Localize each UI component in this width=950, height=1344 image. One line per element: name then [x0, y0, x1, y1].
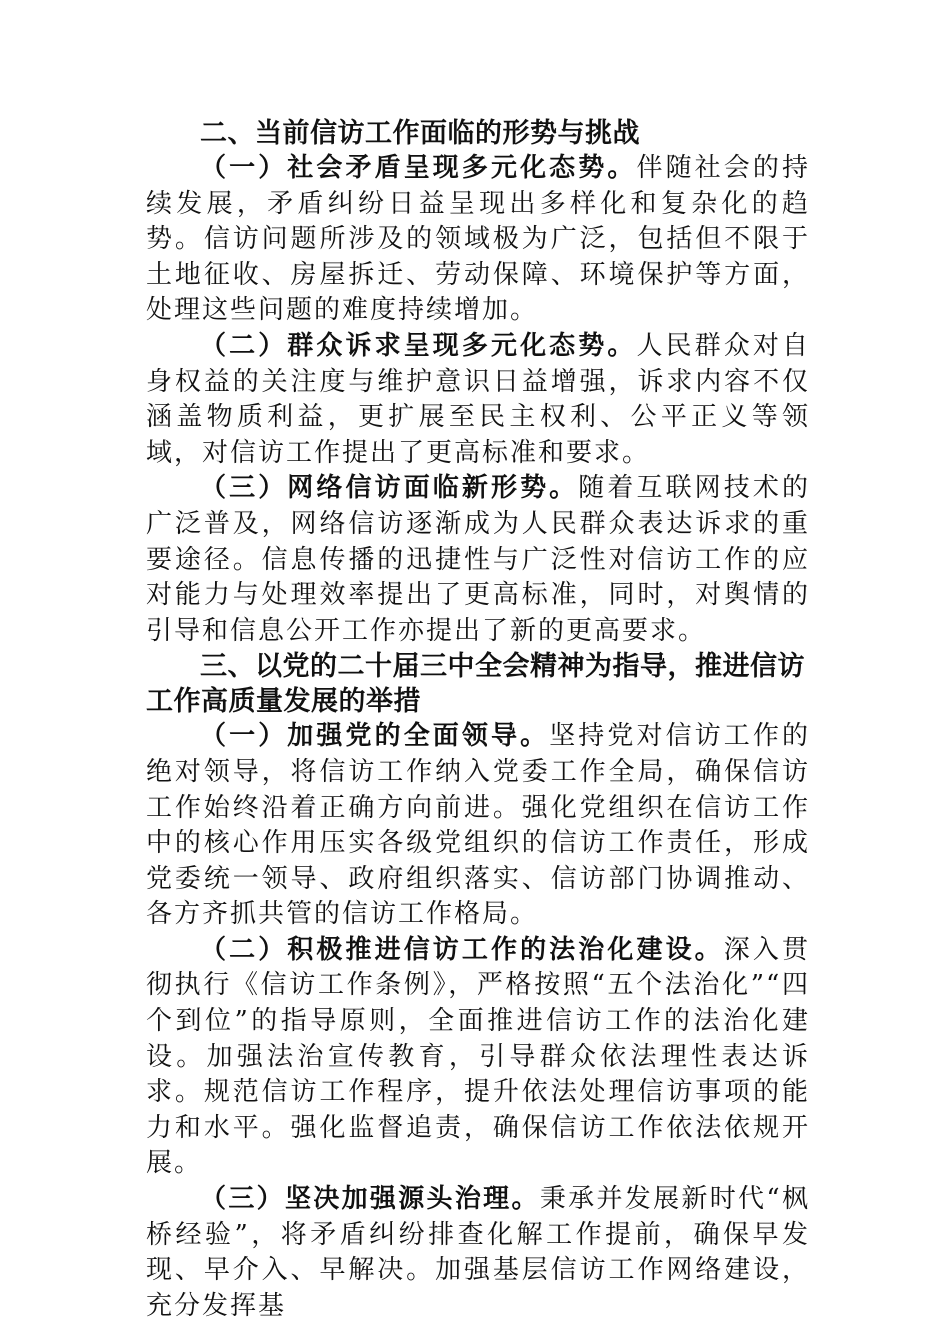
section-3-item-3-lead: （三）坚决加强源头治理。 [200, 1184, 540, 1215]
section-2-item-3 [146, 471, 810, 649]
section-2-item-1-lead: （一）社会矛盾呈现多元化态势。 [200, 153, 637, 183]
section-2-item-3-body: 随着互联网技术的广泛普及，网络信访逐渐成为人民群众表达诉求的重要途径。信息传播的迅捷性与广泛性对信访工作的应对能力与处理效率提出了更高标准，同时，对舆情的引导和信息公开工作亦提出了新的更高要求。 [146, 473, 810, 646]
section-3-item-2 [146, 933, 810, 1182]
section-3-item-1-body: 坚持党对信访工作的绝对领导，将信访工作纳入党委工作全局，确保信访工作始终沿着正确方向前进。强化党组织在信访工作中的核心作用压实各级党组织的信访工作责任，形成党委统一领导、政府组织落实、信访部门协调推动、各方齐抓共管的信访工作格局。 [146, 721, 810, 930]
section-3-item-3-body: 秉承并发展新时代“枫桥经验”，将矛盾纠纷排查化解工作提前，确保早发现、早介入、早解决。加强基层信访工作网络建设，充分发挥基 [146, 1184, 810, 1321]
document-body [146, 116, 810, 1324]
section-2-heading: 二、当前信访工作面临的形势与挑战 [200, 118, 640, 149]
section-2-item-2-body: 人民群众对自身权益的关注度与维护意识日益增强，诉求内容不仅涵盖物质利益，更扩展至民主权利、公平正义等领域，对信访工作提出了更高标准和要求。 [146, 330, 810, 468]
section-2-item-1 [146, 151, 810, 329]
section-3-item-2-body: 深入贯彻执行《信访工作条例》，严格按照“五个法治化”“四个到位”的指导原则，全面推进信访工作的法治化建设。加强法治宣传教育，引导群众依法理性表达诉求。规范信访工作程序，提升依法处理信访事项的能力和水平。强化监督追责，确保信访工作依法依规开展。 [146, 934, 810, 1179]
section-2-item-2 [146, 329, 810, 471]
section-2-item-1-body: 伴随社会的持续发展，矛盾纠纷日益呈现出多样化和复杂化的趋势。信访问题所涉及的领域极为广泛，包括但不限于土地征收、房屋拆迁、劳动保障、环境保护等方面，处理这些问题的难度持续增加。 [146, 153, 810, 326]
section-3-item-1-lead: （一）加强党的全面领导。 [200, 721, 550, 752]
section-3-item-3 [146, 1182, 810, 1324]
section-3-item-2-lead: （二）积极推进信访工作的法治化建设。 [200, 934, 724, 965]
section-3-heading: 三、以党的二十届三中全会精神为指导，推进信访工作高质量发展的举措 [146, 651, 805, 718]
section-3-item-1 [146, 719, 810, 933]
section-2-item-2-lead: （二）群众诉求呈现多元化态势。 [200, 330, 637, 361]
section-2-item-3-lead: （三）网络信访面临新形势。 [200, 473, 579, 504]
